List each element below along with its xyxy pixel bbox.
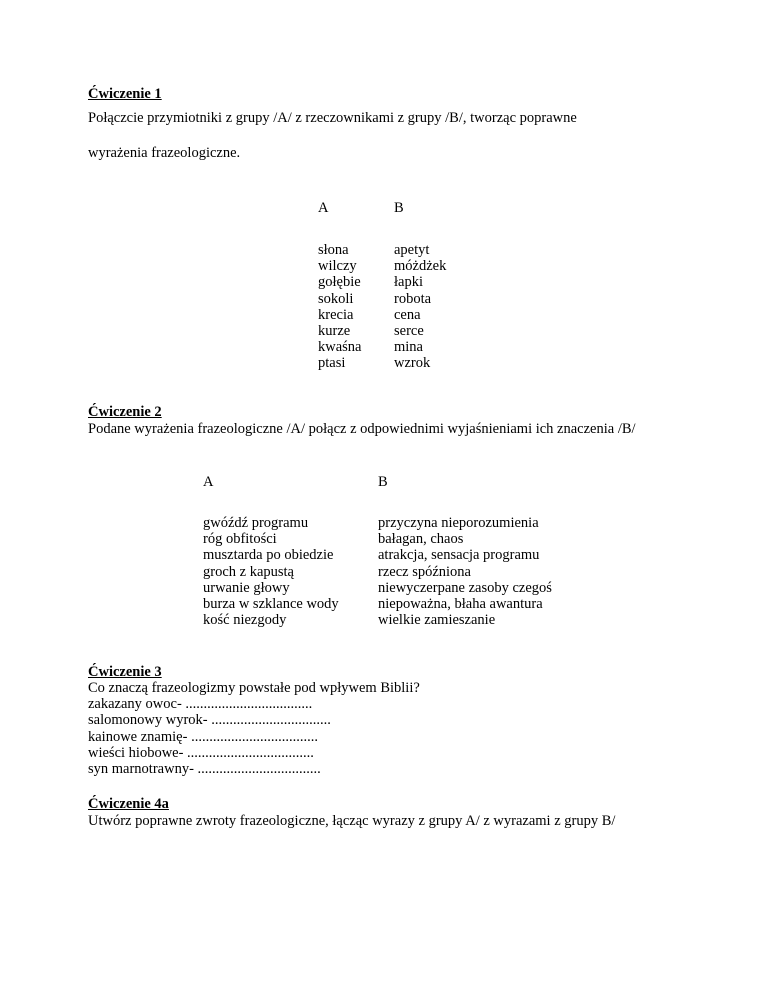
phrase-item: gwóźdź programu [203, 515, 309, 531]
noun-item: wzrok [394, 355, 431, 372]
exercise-3-item: zakazany owoc- ................................... [88, 696, 313, 713]
exercise-1-column-b [394, 242, 446, 372]
phrase-item: kość niezgody [203, 612, 287, 629]
exercise-1-instruction-line-2: wyrażenia frazeologiczne. [88, 145, 241, 161]
exercise-2-instruction: Podane wyrażenia frazeologiczne /A/ połącz z odpowiednimi wyjaśnieniami ich znaczenia /B/ [88, 421, 636, 437]
noun-item: mina [394, 339, 423, 356]
phrase-item: musztarda po obiedzie [203, 547, 334, 564]
meaning-item: wielkie zamieszanie [378, 612, 496, 629]
adjective-item: ptasi [318, 355, 346, 372]
exercise-1-column-a [318, 242, 362, 372]
meaning-item: niewyczerpane zasoby czegoś [378, 579, 552, 596]
exercise-2-column-a [203, 515, 339, 628]
exercise-2-header-b: B [378, 474, 388, 490]
meaning-item: bałagan, chaos [378, 531, 464, 548]
noun-item: apetyt [394, 242, 430, 258]
phrase-item: burza w szklance wody [203, 596, 339, 613]
meaning-item: atrakcja, sensacja programu [378, 547, 540, 564]
exercise-4a-heading: Ćwiczenie 4a [88, 796, 169, 812]
noun-item: serce [394, 323, 424, 340]
adjective-item: krecia [318, 306, 354, 323]
exercise-2-column-b [378, 515, 552, 628]
exercise-4a-instruction: Utwórz poprawne zwroty frazeologiczne, łącząc wyrazy z grupy A/ z wyrazami z grupy B/ [88, 813, 616, 829]
adjective-item: kurze [318, 323, 351, 340]
exercise-3-item: wieści hiobowe- ................................... [88, 744, 314, 761]
meaning-item: przyczyna nieporozumienia [378, 515, 539, 531]
adjective-item: gołębie [318, 274, 361, 291]
exercise-3-instruction: Co znaczą frazeologizmy powstałe pod wpływem Biblii? [88, 680, 420, 696]
exercise-1-heading: Ćwiczenie 1 [88, 86, 162, 102]
adjective-item: sokoli [318, 290, 354, 307]
adjective-item: wilczy [318, 258, 357, 275]
meaning-item: rzecz spóźniona [378, 563, 471, 580]
meaning-item: niepoważna, błaha awantura [378, 596, 543, 613]
exercise-1-header-b: B [394, 200, 404, 216]
noun-item: móżdżek [394, 258, 447, 275]
exercise-1-header-a: A [318, 200, 329, 216]
exercise-3-body [88, 680, 420, 777]
exercise-2-header-a: A [203, 474, 214, 490]
exercise-3-item: syn marnotrawny- .................................. [88, 761, 321, 778]
noun-item: cena [394, 306, 421, 323]
exercise-2-heading: Ćwiczenie 2 [88, 404, 162, 420]
phrase-item: róg obfitości [203, 531, 277, 548]
noun-item: robota [394, 290, 432, 307]
phrase-item: groch z kapustą [203, 563, 294, 580]
adjective-item: słona [318, 242, 349, 258]
phrase-item: urwanie głowy [203, 579, 290, 596]
adjective-item: kwaśna [318, 339, 362, 356]
exercise-3-item: salomonowy wyrok- ................................. [88, 712, 331, 729]
exercise-1-instruction-line-1: Połączcie przymiotniki z grupy /A/ z rzeczownikami z grupy /B/, tworząc poprawne [88, 110, 577, 126]
noun-item: łapki [394, 274, 423, 291]
exercise-3-heading: Ćwiczenie 3 [88, 664, 162, 680]
exercise-3-item: kainowe znamię- ................................... [88, 728, 318, 745]
